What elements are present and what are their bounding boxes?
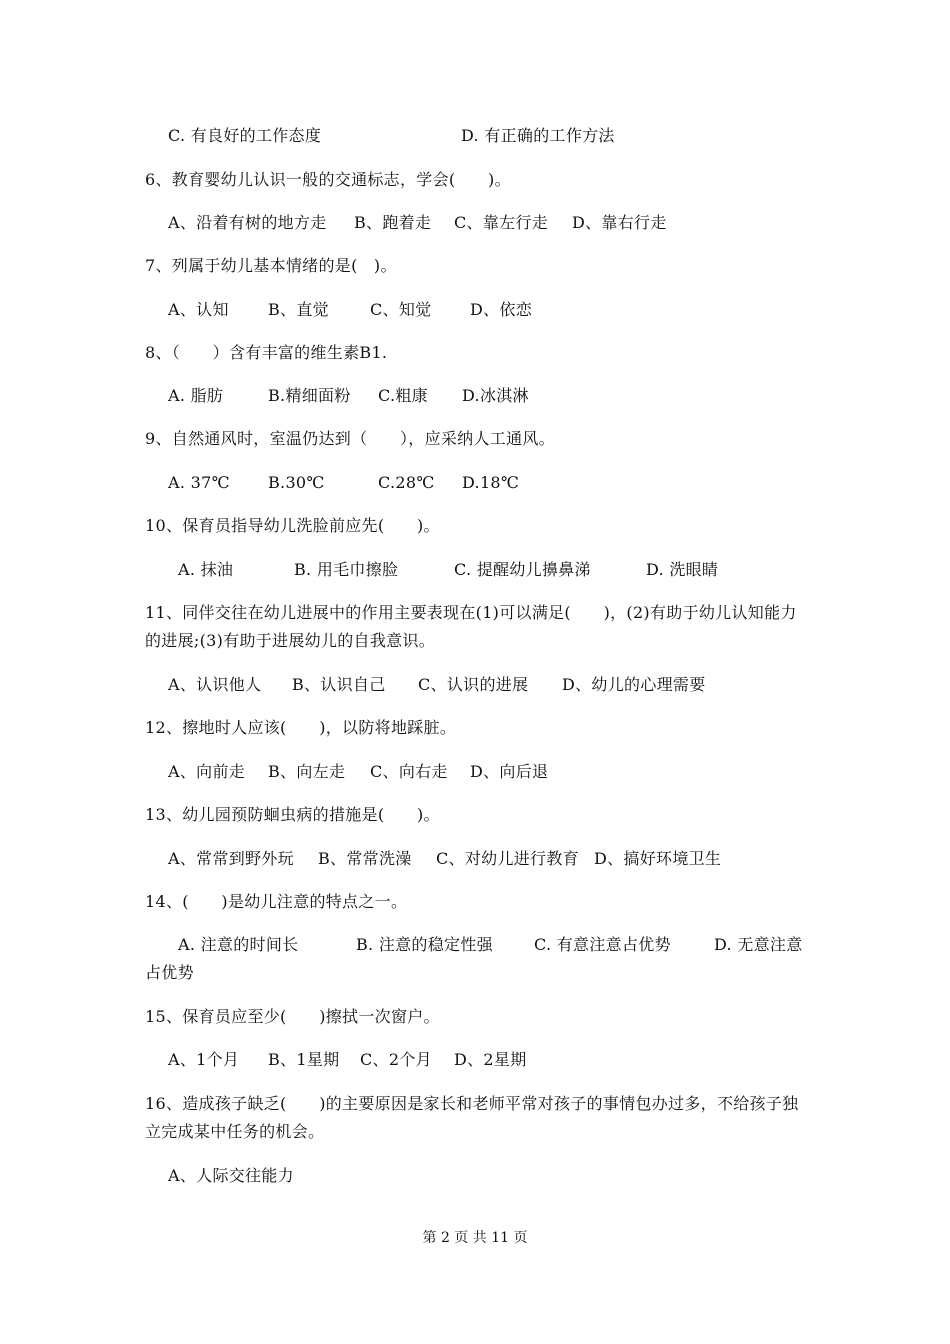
q7-option-c: C、知觉 [370, 300, 432, 319]
q15-option-d: D、2星期 [454, 1050, 527, 1069]
q15-option-c: C、2个月 [360, 1050, 432, 1069]
q9-option-d: D.18℃ [462, 473, 520, 492]
q12-option-b: B、向左走 [268, 762, 346, 781]
q6-option-c: C、靠左行走 [454, 213, 549, 232]
q15-options [168, 1046, 848, 1074]
q13-options [168, 845, 848, 873]
q16-text-line1: 16、造成孩子缺乏( )的主要原因是家长和老师平常对孩子的事情包办过多，不给孩子独 [145, 1094, 799, 1113]
q16-text-line2: 立完成某中任务的机会。 [145, 1122, 325, 1141]
q7-options [168, 296, 848, 324]
q7-option-d: D、依恋 [470, 300, 533, 319]
q14-option-d-continued: 占优势 [145, 963, 194, 982]
q13-text: 13、幼儿园预防蛔虫病的措施是( )。 [145, 805, 440, 824]
q6-options [168, 209, 848, 237]
q12-options [168, 758, 848, 786]
q8-option-c: C.粗康 [378, 386, 428, 405]
q10-option-a: A. 抹油 [178, 560, 234, 579]
q14-option-b: B. 注意的稳定性强 [356, 935, 493, 954]
q12-option-a: A、向前走 [168, 762, 246, 781]
q9-option-c: C.28℃ [378, 473, 435, 492]
q11-options [168, 671, 848, 699]
q10-option-d: D. 洗眼睛 [646, 560, 719, 579]
q11-text-line1: 11、同伴交往在幼儿进展中的作用主要表现在(1)可以满足( )，(2)有助于幼儿认知能力 [145, 603, 797, 622]
q10-text: 10、保育员指导幼儿洗脸前应先( )。 [145, 516, 440, 535]
q5-options [168, 122, 848, 150]
page-footer: 第 2 页 共 11 页 [422, 1230, 528, 1246]
q8-text: 8、（ ）含有丰富的维生素B1. [145, 343, 388, 362]
q6-option-a: A、沿着有树的地方走 [168, 213, 327, 232]
q16-option-a: A、人际交往能力 [168, 1166, 294, 1185]
q15-option-a: A、1个月 [168, 1050, 240, 1069]
q11-option-c: C、认识的进展 [418, 675, 529, 694]
q14-option-d: D. 无意注意 [714, 935, 803, 954]
q11-option-a: A、认识他人 [168, 675, 262, 694]
q6-option-d: D、靠右行走 [572, 213, 667, 232]
q13-option-c: C、对幼儿进行教育 [436, 849, 579, 868]
q6-option-b: B、跑着走 [354, 213, 432, 232]
q9-option-b: B.30℃ [268, 473, 325, 492]
q8-options [168, 382, 848, 410]
q5-option-c: C. 有良好的工作态度 [168, 126, 322, 145]
q14-text: 14、( )是幼儿注意的特点之一。 [145, 892, 408, 911]
q14-option-a: A. 注意的时间长 [178, 935, 299, 954]
q9-text: 9、自然通风时，室温仍达到（ ），应采纳人工通风。 [145, 429, 555, 448]
q9-option-a: A. 37℃ [168, 473, 230, 492]
q6-text: 6、教育婴幼儿认识一般的交通标志，学会( )。 [145, 170, 511, 189]
q11-option-d: D、幼儿的心理需要 [562, 675, 706, 694]
q8-option-b: B.精细面粉 [268, 386, 351, 405]
q15-option-b: B、1星期 [268, 1050, 340, 1069]
q11-text-line2: 的进展;(3)有助于进展幼儿的自我意识。 [145, 631, 436, 650]
q9-options [168, 469, 848, 497]
q5-option-d: D. 有正确的工作方法 [461, 126, 615, 145]
q14-option-c: C. 有意注意占优势 [534, 935, 671, 954]
q12-option-d: D、向后退 [470, 762, 549, 781]
q7-option-a: A、认知 [168, 300, 229, 319]
q12-option-c: C、向右走 [370, 762, 448, 781]
q7-option-b: B、直觉 [268, 300, 329, 319]
q13-option-d: D、搞好环境卫生 [594, 849, 722, 868]
q10-options [178, 556, 858, 584]
q8-option-a: A. 脂肪 [168, 386, 224, 405]
q13-option-b: B、常常洗澡 [318, 849, 412, 868]
q10-option-c: C. 提醒幼儿擤鼻涕 [454, 560, 591, 579]
q12-text: 12、擦地时人应该( )，以防将地踩脏。 [145, 718, 457, 737]
q13-option-a: A、常常到野外玩 [168, 849, 294, 868]
q8-option-d: D.冰淇淋 [462, 386, 529, 405]
q11-option-b: B、认识自己 [292, 675, 386, 694]
q7-text: 7、列属于幼儿基本情绪的是( )。 [145, 256, 397, 275]
q10-option-b: B. 用毛巾擦脸 [294, 560, 399, 579]
q15-text: 15、保育员应至少( )擦拭一次窗户。 [145, 1007, 440, 1026]
q14-options [178, 931, 858, 959]
